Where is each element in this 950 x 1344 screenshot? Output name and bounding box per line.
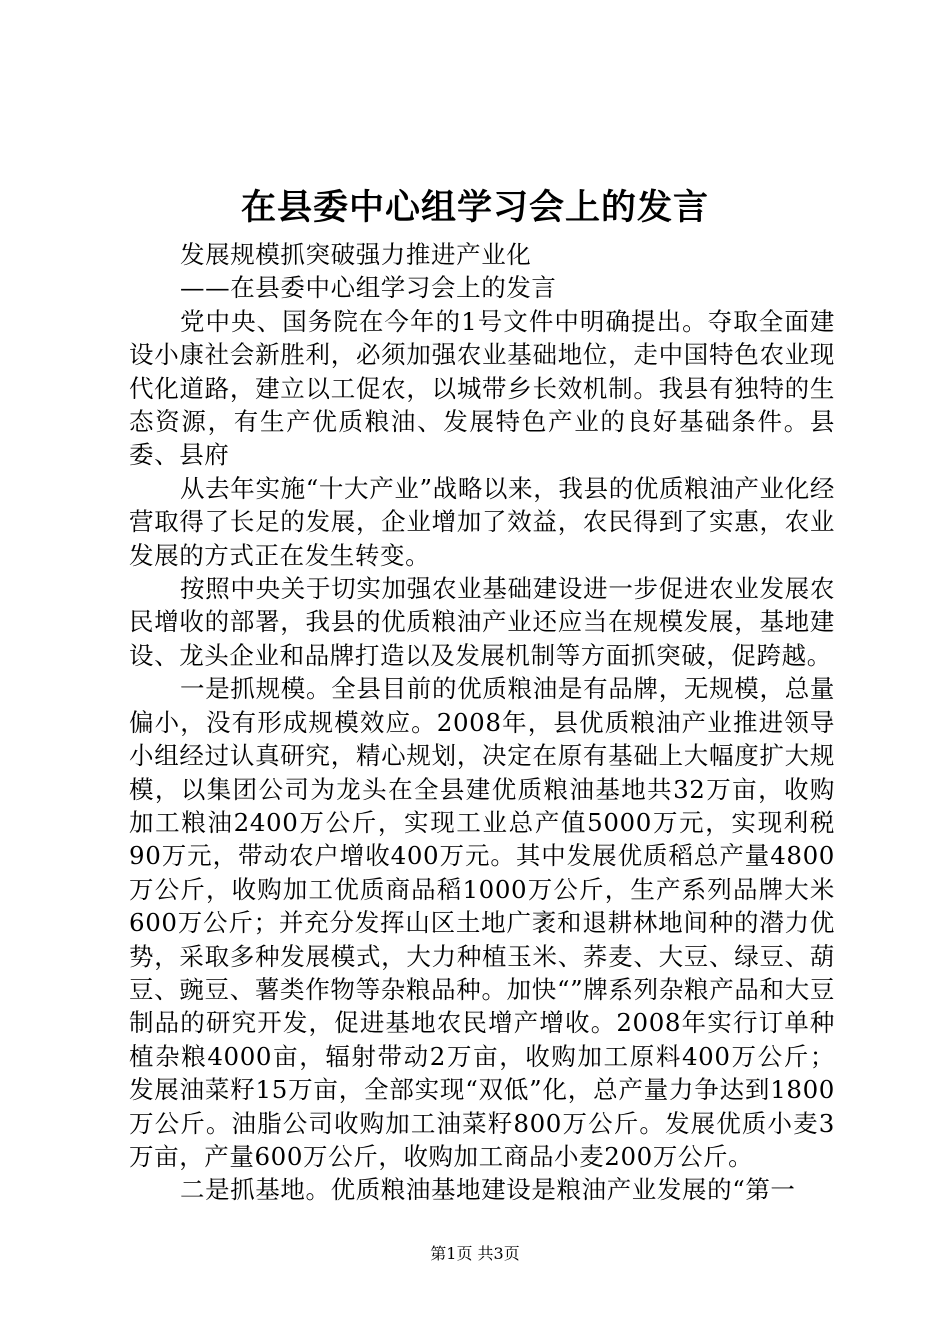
- paragraph: 从去年实施“十大产业”战略以来，我县的优质粮油产业化经营取得了长足的发展，企业增加了效益，农民得到了实惠，农业发展的方式正在发生转变。: [129, 473, 835, 570]
- paragraph: 二是抓基地。优质粮油基地建设是粮油产业发展的“第一: [180, 1175, 796, 1205]
- page-title: 在县委中心组学习会上的发言: [240, 187, 709, 228]
- page-footer: 第1页 共3页: [430, 1244, 520, 1263]
- subtitle-note: ——在县委中心组学习会上的发言: [180, 273, 557, 303]
- document-body: [129, 238, 835, 1207]
- paragraph: 党中央、国务院在今年的1号文件中明确提出。夺取全面建设小康社会新胜利，必须加强农业基础地位，走中国特色农业现代化道路，建立以工促农，以城带乡长效机制。我县有独特的生态资源，有生产优质粮油、发展特色产业的良好基础条件。县委、县府: [129, 306, 835, 470]
- paragraph: 按照中央关于切实加强农业基础建设进一步促进农业发展农民增收的部署，我县的优质粮油产业还应当在规模发展，基地建设、龙头企业和品牌打造以及发展机制等方面抓突破，促跨越。: [129, 574, 835, 670]
- paragraph: 一是抓规模。全县目前的优质粮油是有品牌，无规模，总量偏小，没有形成规模效应。2008年，县优质粮油产业推进领导小组经过认真研究，精心规划，决定在原有基础上大幅度扩大规模，以集团公司为龙头在全县建优质粮油基地共32万亩，收购加工粮油2400万公斤，实现工业总产值5000万元，实现利税90万元，带动农户增收400万元。其中发展优质稻总产量4800万公斤，收购加工优质商品稻1000万公斤，生产系列品牌大米600万公斤；并充分发挥山区土地广袤和退耕林地间种的潜力优势，采取多种发展模式，大力种植玉米、荞麦、大豆、绿豆、葫豆、豌豆、薯类作物等杂粮品种。加快“”牌系列杂粮产品和大豆制品的研究开发，促进基地农民增产增收。2008年实行订单种植杂粮4000亩，辐射带动2万亩，收购加工原料400万公斤；发展油菜籽15万亩，全部实现“双低”化，总产量力争达到1800万公斤。油脂公司收购加工油菜籽800万公斤。发展优质小麦3万亩，产量600万公斤，收购加工商品小麦200万公斤。: [129, 674, 835, 1171]
- subtitle: 发展规模抓突破强力推进产业化: [180, 240, 532, 269]
